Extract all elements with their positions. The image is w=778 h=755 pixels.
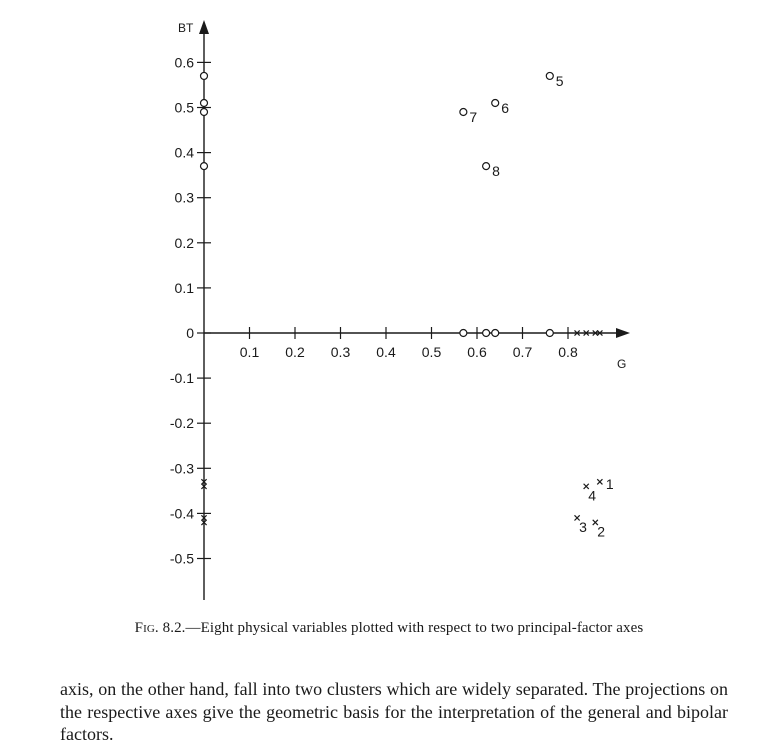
y-tick-label: 0.1 bbox=[174, 279, 194, 296]
figure-caption-prefix: Fig. bbox=[134, 620, 159, 636]
data-point-marker bbox=[546, 72, 553, 79]
y-axis-projection-marker bbox=[201, 99, 208, 106]
x-axis-projection-marker bbox=[492, 330, 499, 337]
data-point-marker bbox=[492, 99, 499, 106]
x-axis-arrow bbox=[616, 328, 630, 338]
y-tick-label: 0.3 bbox=[174, 189, 194, 206]
tick-marks bbox=[170, 54, 578, 566]
x-tick-label: 0.2 bbox=[285, 344, 305, 360]
x-tick-label: 0.8 bbox=[558, 344, 578, 360]
data-point-label: 5 bbox=[555, 72, 564, 89]
data-point-label: 3 bbox=[579, 518, 587, 535]
x-tick-label: 0.6 bbox=[467, 344, 487, 360]
y-axis-title: BT bbox=[178, 21, 194, 35]
data-point-label: 4 bbox=[588, 487, 596, 504]
y-tick-label: 0.2 bbox=[174, 234, 194, 251]
x-tick-label: 0.1 bbox=[239, 344, 260, 360]
data-point-label: 6 bbox=[501, 99, 509, 116]
y-tick-label: -0.2 bbox=[169, 415, 194, 432]
y-tick-label: 0.5 bbox=[174, 99, 194, 116]
x-tick-label: 0.4 bbox=[376, 344, 396, 360]
data-point-marker bbox=[460, 109, 467, 116]
y-tick-label: -0.4 bbox=[169, 505, 194, 522]
axes bbox=[178, 20, 630, 600]
y-axis-arrow bbox=[199, 20, 209, 34]
y-tick-label: -0.5 bbox=[169, 550, 194, 567]
figure-caption bbox=[0, 620, 778, 637]
figure-caption-text: 8.2.—Eight physical variables plotted with respect to two principal-factor axes bbox=[158, 620, 644, 636]
data-points bbox=[460, 72, 614, 539]
y-tick-label: -0.3 bbox=[169, 460, 194, 477]
y-axis-projection-marker bbox=[201, 72, 208, 79]
data-point-marker bbox=[597, 479, 602, 484]
x-axis-projection-marker bbox=[483, 330, 490, 337]
axis-projections bbox=[201, 72, 603, 525]
x-axis-projection-marker bbox=[546, 330, 553, 337]
y-axis-projection-marker bbox=[201, 109, 208, 116]
y-tick-label: 0.4 bbox=[174, 144, 194, 161]
data-point-label: 2 bbox=[597, 523, 606, 540]
x-axis-title: G bbox=[617, 357, 627, 371]
x-axis-projection-marker bbox=[460, 330, 467, 337]
body-paragraph: axis, on the other hand, fall into two clusters which are widely separated. The projections on the respective axes give the geometric basis for the interpretation of the general and bipolar factors. bbox=[60, 679, 728, 744]
y-tick-label: 0.6 bbox=[174, 54, 194, 71]
y-axis-projection-marker bbox=[201, 163, 208, 170]
data-point-label: 8 bbox=[492, 163, 500, 180]
data-point-marker bbox=[483, 163, 490, 170]
y-tick-label: -0.1 bbox=[169, 370, 194, 387]
data-point-label: 7 bbox=[469, 109, 478, 126]
x-tick-label: 0.5 bbox=[421, 344, 442, 360]
y-tick-label: 0 bbox=[186, 325, 194, 341]
data-point-label: 1 bbox=[605, 475, 614, 492]
x-tick-label: 0.3 bbox=[330, 344, 351, 360]
x-tick-label: 0.7 bbox=[512, 344, 533, 360]
